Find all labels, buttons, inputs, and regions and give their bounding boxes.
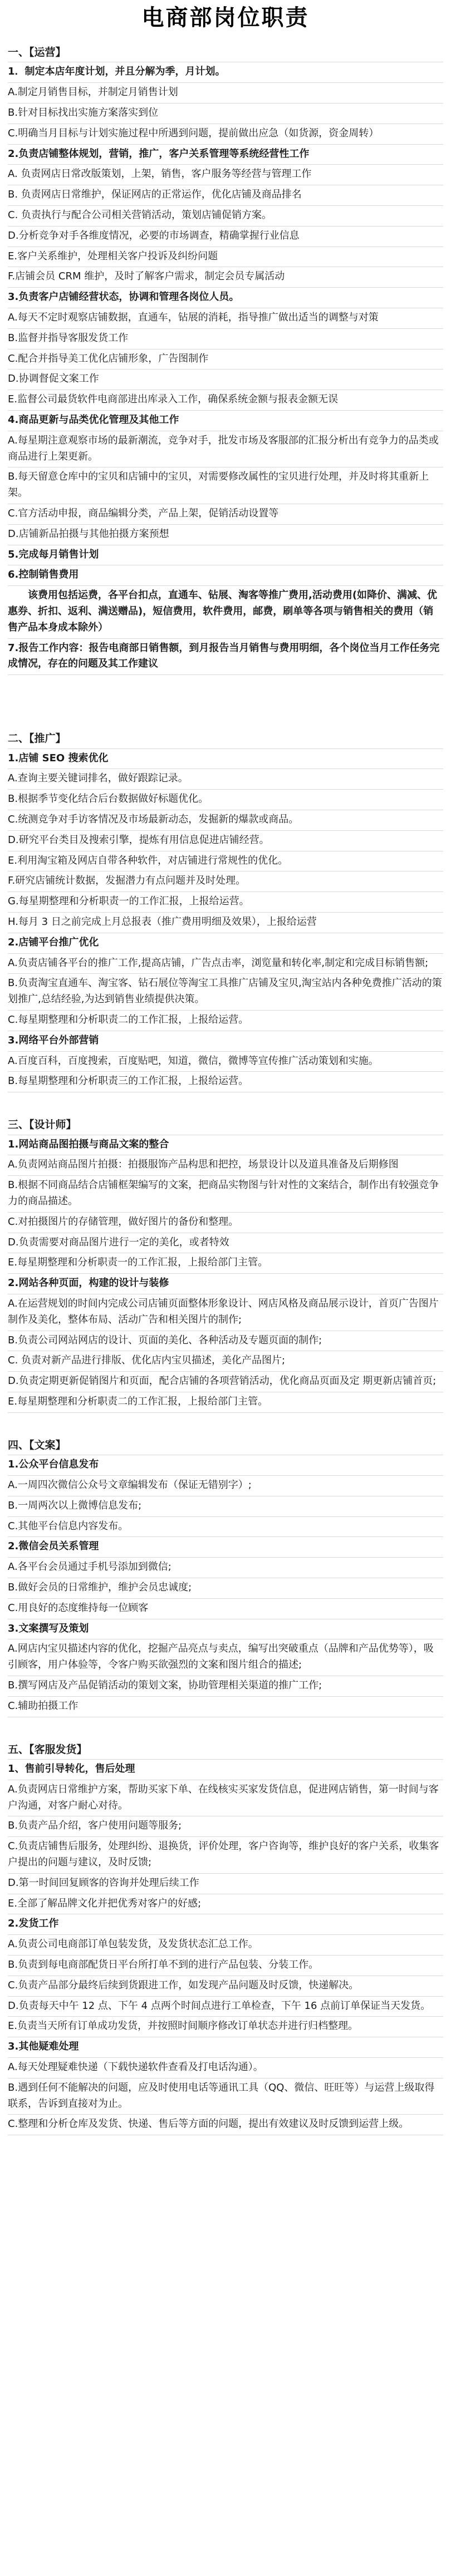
duty-item: C.官方活动申报，商品编辑分类，产品上架，促销活动设置等 [8, 504, 443, 525]
duty-item: A.在运营规划的时间内完成公司店铺页面整体形象设计、网店风格及商品展示设计，首页广告图片 制作及美化，整体布局、活动广告和相关图片的制作; [8, 1294, 443, 1331]
duty-subheading: 6.控制销售费用 [8, 565, 443, 586]
duty-item: A.负责网站商品图片拍摄：拍摄服饰产品构思和把控，场景设计以及道具准备及后期修图 [8, 1155, 443, 1176]
section-heading: 三、【设计师】 [8, 1115, 443, 1135]
duty-item: A.一周四次微信公众号文章编辑发布（保证无错别字）; [8, 1476, 443, 1496]
section-spacer [8, 1717, 443, 1740]
duty-subheading: 2.负责店铺整体规划，营销，推广，客户关系管理等系统经营性工作 [8, 145, 443, 165]
section-heading: 四、【文案】 [8, 1435, 443, 1455]
duty-item: C.用良好的态度维持每一位顾客 [8, 1599, 443, 1619]
duty-item: B.针对目标找出实施方案落实到位 [8, 104, 443, 124]
duty-item: B.监督并指导客服发货工作 [8, 329, 443, 349]
duty-subheading: 4.商品更新与品类优化管理及其他工作 [8, 411, 443, 431]
section-2 [8, 728, 443, 1092]
duty-item: A.每天处理疑难快递（下载快递软件查看及打电话沟通）。 [8, 2058, 443, 2078]
duty-item: C.每星期整理和分析职责二的工作汇报，上报给运营。 [8, 1011, 443, 1031]
duty-item: A.每星期注意观察市场的最新潮流，竞争对手，批发市场及客服部的汇报分析出有竞争力的品类或商品进行上架更新。 [8, 431, 443, 468]
duty-item: E.负责当天所有订单成功发货，并按照时间顺序修改订单状态并进行归档整理。 [8, 2017, 443, 2037]
duty-item: A.制定月销售目标，并制定月销售计划 [8, 83, 443, 104]
duty-item: C.配合并指导美工优化店铺形象，广告图制作 [8, 349, 443, 370]
duty-item: F.研究店铺统计数据，发掘潜力有点问题并及时处理。 [8, 871, 443, 892]
duty-item: A.负责店铺各平台的推广工作,提高店铺，广告点击率，浏览量和转化率,制定和完成目标销售额; [8, 954, 443, 974]
duty-item: E.全部了解品牌文化并把优秀对客户的好感; [8, 1894, 443, 1915]
duty-subheading: 1、售前引导转化，售后处理 [8, 1760, 443, 1780]
duty-item: A.各平台会员通过手机号添加到微信; [8, 1558, 443, 1578]
section-heading: 五、【客服发货】 [8, 1740, 443, 1760]
duty-item: A.百度百科，百度搜索，百度贴吧，知道，微信，微博等宣传推广活动策划和实施。 [8, 1052, 443, 1072]
section-heading: 一、【运营】 [8, 42, 443, 62]
section-spacer [8, 1092, 443, 1115]
duty-item: C.负责店铺售后服务，处理纠纷、退换货，评价处理，客户咨询等，维护良好的客户关系，收集客户提出的问题与建议，及时反馈; [8, 1837, 443, 1874]
duty-item: C. 负责对新产品进行排版、优化店内宝贝描述，美化产品图片; [8, 1351, 443, 1372]
duty-subheading: 5.完成每月销售计划 [8, 545, 443, 566]
section-4 [8, 1435, 443, 1717]
duty-item: D.负责每天中午 12 点、下午 4 点两个时间点进行工单检查，下午 16 点前订单保证当天发货。 [8, 1997, 443, 2017]
duty-item: B.撰写网店及产品促销活动的策划文案，协助管理相关渠道的推广工作; [8, 1676, 443, 1697]
duty-subheading: 1.网站商品图拍摄与商品文案的整合 [8, 1135, 443, 1156]
duty-item: A.网店内宝贝描述内容的优化，挖掘产品亮点与卖点，编写出突破重点（品牌和产品优势等），吸引顾客，用户体验等，令客户购买欲强烈的文案和图片组合的描述; [8, 1639, 443, 1676]
duty-subheading: 3.文案撰写及策划 [8, 1619, 443, 1640]
duty-item: A.查询主要关键词排名，做好跟踪记录。 [8, 769, 443, 790]
duty-item: B.遇到任何不能解决的问题，应及时使用电话等通讯工具（QQ、微信、旺旺等）与运营上级取得联系，告诉到直接对为止。 [8, 2078, 443, 2115]
duty-subheading: 3.网络平台外部营销 [8, 1031, 443, 1052]
section-5 [8, 1740, 443, 2136]
duty-item: C.辅助拍摄工作 [8, 1697, 443, 1717]
duty-item: D.店铺新品拍摄与其他拍摄方案预想 [8, 525, 443, 545]
section-3 [8, 1115, 443, 1413]
document-title: 电商部岗位职责 [141, 5, 310, 31]
duty-item: B.每天留意仓库中的宝贝和店铺中的宝贝，对需要修改属性的宝贝进行处理，并及时将其重新上架。 [8, 467, 443, 504]
duty-item: D.研究平台类目及搜索引擎，提炼有用信息促进店铺经营。 [8, 831, 443, 851]
duty-item: E.监督公司最货软件电商部进出库录入工作，确保系统金额与报表金额无误 [8, 390, 443, 411]
duty-item: C.统测竞争对手访客情况及市场最新动态，发掘新的爆款或商品。 [8, 810, 443, 831]
duty-subheading: 2.店铺平台推广优化 [8, 933, 443, 954]
duty-item: B.根据不同商品结合店铺框架编写的文案，把商品实物图与针对性的文案结合，制作出有较强竞争力的商品描述。 [8, 1176, 443, 1213]
duty-subheading: 3.负责客户店铺经营状态，协调和管理各岗位人员。 [8, 288, 443, 308]
duty-item: D.协调督促文案工作 [8, 370, 443, 390]
duty-item: B.负责产品介绍，客户使用问题等服务; [8, 1816, 443, 1837]
duty-item: E.每星期整理和分析职责二的工作汇报，上报给部门主管。 [8, 1392, 443, 1413]
duty-item: C.其他平台信息内容发布。 [8, 1517, 443, 1538]
duty-item: H.每月 3 日之前完成上月总报表（推广费用明细及效果），上报给运营 [8, 913, 443, 933]
duty-item: E.每星期整理和分析职责一的工作汇报，上报给部门主管。 [8, 1253, 443, 1274]
duty-item: A.每天不定时观察店铺数据，直通车，钻展的消耗，指导推广做出适当的调整与对策 [8, 308, 443, 329]
duty-item: B.负责淘宝直通车、淘宝客、钻石展位等淘宝工具推广店铺及宝贝,淘宝站内各种免费推广活动的策划推广,总结经验,为达到销售业绩提供决策。 [8, 974, 443, 1011]
section-spacer [8, 675, 443, 728]
section-spacer [8, 1413, 443, 1435]
duty-subheading: 1．制定本店年度计划，并且分解为季，月计划。 [8, 62, 443, 83]
duty-subheading: 1.公众平台信息发布 [8, 1455, 443, 1476]
duty-item: C.负责产品部分最终后续到货跟进工作，如发现产品问题及时反馈，快递解决。 [8, 1976, 443, 1997]
duty-subheading: 7.报告工作内容：报告电商部日销售额，到月报告当月销售与费用明细，各个岗位当月工作任务完成情况，存在的问题及其工作建议 [8, 639, 443, 676]
duty-item: D.分析竞争对手各维度情况，必要的市场调查，精确掌握行业信息 [8, 226, 443, 247]
duty-item: E.客户关系维护，处理相关客户投诉及纠纷问题 [8, 247, 443, 268]
duty-item: E.利用淘宝箱及网店自带各种软件，对店铺进行常规性的优化。 [8, 851, 443, 872]
duty-subheading: 1.店铺 SEO 搜索优化 [8, 749, 443, 770]
duty-item: C.对拍摄图片的存储管理，做好图片的备份和整理。 [8, 1213, 443, 1233]
section-heading: 二、【推广】 [8, 728, 443, 748]
duty-item: D.负责需要对商品图片进行一定的美化，或者特效 [8, 1233, 443, 1254]
duty-item: D.第一时间回复顾客的咨询并处理后续工作 [8, 1874, 443, 1894]
duty-subheading: 2.微信会员关系管理 [8, 1537, 443, 1558]
duty-item: B.负责到每电商部配货日平台所打单不到的进行产品包装、分装工作。 [8, 1956, 443, 1976]
duty-item: A. 负责网店日常改版策划，上架，销售，客户服务等经营与管理工作 [8, 165, 443, 185]
duty-item: D.负责定期更新促销图片和页面，配合店铺的各项营销活动，优化商品页面及定 期更新店铺首页; [8, 1372, 443, 1392]
duty-item: C.整理和分析仓库及发货、快递、售后等方面的问题，提出有效建议及时反馈到运营上级。 [8, 2115, 443, 2135]
duty-item: C. 负责执行与配合公司相关营销活动，策划店铺促销方案。 [8, 206, 443, 226]
duty-item: B.根据季节变化结合后台数据做好标题优化。 [8, 790, 443, 810]
duty-subheading: 2.发货工作 [8, 1914, 443, 1935]
section-1 [8, 42, 443, 675]
duty-item: B.每星期整理和分析职责三的工作汇报，上报给运营。 [8, 1072, 443, 1092]
duty-subheading: 3.其他疑难处理 [8, 2037, 443, 2058]
duty-item: B.一周两次以上微博信息发布; [8, 1496, 443, 1517]
duty-item: F.店铺会员 CRM 维护，及时了解客户需求，制定会员专属活动 [8, 267, 443, 288]
duty-item: B.负责公司网站网店的设计、页面的美化、各种活动及专题页面的制作; [8, 1331, 443, 1352]
duty-item: A.负责网店日常维护方案，帮助买家下单、在线核实买家发货信息，促进网店销售，第一时间与客户沟通，对客户耐心对待。 [8, 1780, 443, 1817]
duty-item: G.每星期整理和分析职责一的工作汇报，上报给运营。 [8, 892, 443, 913]
duty-subheading: 2.网站各种页面，构建的设计与装修 [8, 1274, 443, 1294]
duty-item: B. 负责网店日常维护，保证网店的正常运作，优化店铺及商品排名 [8, 185, 443, 206]
duty-item: A.负责公司电商部订单包装发货，及发货状态汇总工作。 [8, 1935, 443, 1956]
duty-subheading: 该费用包括运费，各平台扣点，直通车、钻展、淘客等推广费用,活动费用(如降价、满减、优惠券、折扣、返利、满送赠品)，短信费用，软件费用，邮费，刷单等各项与销售相关的费用（销售产品本身成本除外） [8, 586, 443, 638]
duty-item: C.明确当月目标与计划实施过程中所遇到问题，提前做出应急（如货源，资金周转） [8, 124, 443, 145]
document-body [8, 42, 443, 2135]
duty-item: B.做好会员的日常维护，维护会员忠诚度; [8, 1578, 443, 1599]
